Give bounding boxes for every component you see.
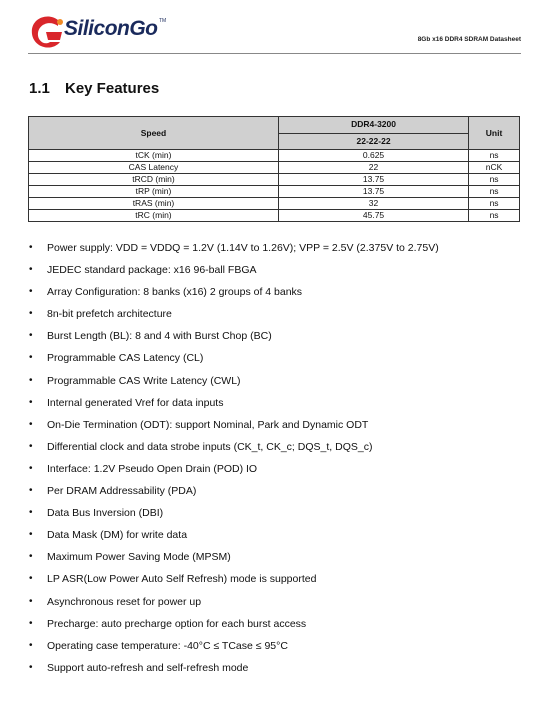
bullet-icon: • — [29, 529, 33, 541]
table-row — [29, 210, 520, 222]
list-item — [29, 568, 439, 590]
list-item — [29, 613, 439, 635]
list-item — [29, 259, 439, 281]
list-item — [29, 635, 439, 657]
silicongo-swirl-icon — [28, 14, 68, 52]
bullet-icon: • — [29, 440, 33, 452]
list-item — [29, 546, 439, 568]
feature-text: Asynchronous reset for power up — [47, 595, 202, 608]
bullet-icon: • — [29, 485, 33, 497]
feature-text: LP ASR(Low Power Auto Self Refresh) mode is supported — [47, 573, 317, 586]
bullet-icon: • — [29, 308, 33, 320]
bullet-icon: • — [29, 330, 33, 342]
feature-text: Maximum Power Saving Mode (MPSM) — [47, 551, 231, 564]
feature-text: Interface: 1.2V Pseudo Open Drain (POD) IO — [47, 462, 258, 475]
speed-grade-timing: 22-22-22 — [356, 135, 391, 146]
feature-text: Burst Length (BL): 8 and 4 with Burst Chop (BC) — [47, 330, 272, 343]
page-header — [0, 0, 537, 60]
list-item — [29, 281, 439, 303]
feature-text: Data Bus Inversion (DBI) — [47, 507, 164, 520]
feature-text: Data Mask (DM) for write data — [47, 529, 188, 542]
section-heading — [29, 80, 159, 97]
bullet-icon: • — [29, 264, 33, 276]
cell-value: 0.625 — [278, 150, 468, 162]
cell-param: tRAS (min) — [29, 198, 279, 210]
cell-value: 32 — [278, 198, 468, 210]
section-title-text: Key Features — [65, 80, 160, 97]
feature-text: Programmable CAS Latency (CL) — [47, 352, 204, 365]
feature-text: Operating case temperature: -40°C ≤ TCase ≤ 95°C — [47, 639, 288, 652]
bullet-icon: • — [29, 418, 33, 430]
cell-param: tCK (min) — [29, 150, 279, 162]
bullet-icon: • — [29, 595, 33, 607]
cell-param: tRC (min) — [29, 210, 279, 222]
feature-text: Power supply: VDD = VDDQ = 1.2V (1.14V to 1.26V); VPP = 2.5V (2.375V to 2.75V) — [47, 242, 439, 254]
list-item — [29, 237, 439, 259]
bullet-icon: • — [29, 661, 33, 673]
trademark-mark: TM — [159, 18, 167, 24]
list-item — [29, 591, 439, 613]
list-item — [29, 370, 439, 392]
key-timing-table — [28, 116, 520, 222]
list-item — [29, 657, 439, 679]
bullet-icon: • — [29, 551, 33, 563]
header-divider — [28, 53, 521, 54]
list-item — [29, 524, 439, 546]
silicongo-logo — [28, 14, 178, 52]
cell-value: 22 — [278, 162, 468, 174]
feature-text: Precharge: auto precharge option for each burst access — [47, 617, 307, 630]
feature-text: On-Die Termination (ODT): support Nominal, Park and Dynamic ODT — [47, 418, 369, 431]
bullet-icon: • — [29, 573, 33, 585]
feature-text: Differential clock and data strobe inputs (CK_t, CK_c; DQS_t, DQS_c) — [47, 440, 373, 453]
bullet-icon: • — [29, 396, 33, 408]
cell-value: 45.75 — [278, 210, 468, 222]
speed-grade-timing-header — [278, 133, 468, 150]
table-row — [29, 174, 520, 186]
list-item — [29, 392, 439, 414]
speed-grade-header — [278, 117, 468, 134]
list-item — [29, 347, 439, 369]
list-item — [29, 436, 439, 458]
cell-value: 13.75 — [278, 174, 468, 186]
cell-unit: ns — [469, 186, 520, 198]
bullet-icon: • — [29, 617, 33, 629]
cell-unit: ns — [469, 150, 520, 162]
cell-unit: nCK — [469, 162, 520, 174]
document-title: 8Gb x16 DDR4 SDRAM Datasheet — [417, 36, 521, 43]
cell-value: 13.75 — [278, 186, 468, 198]
timing-table-body — [29, 150, 520, 222]
bullet-icon: • — [29, 242, 33, 253]
bullet-icon: • — [29, 286, 33, 298]
table-row — [29, 186, 520, 198]
cell-param: tRCD (min) — [29, 174, 279, 186]
cell-unit: ns — [469, 210, 520, 222]
speed-header: Speed — [29, 117, 279, 150]
feature-text: Internal generated Vref for data inputs — [47, 396, 224, 409]
cell-param: CAS Latency — [29, 162, 279, 174]
list-item — [29, 325, 439, 347]
bullet-icon: • — [29, 374, 33, 386]
list-item — [29, 303, 439, 325]
cell-unit: ns — [469, 174, 520, 186]
cell-unit: ns — [469, 198, 520, 210]
speed-grade-name: DDR4-3200 — [351, 119, 396, 130]
table-row — [29, 198, 520, 210]
list-item — [29, 480, 439, 502]
feature-text: Per DRAM Addressability (PDA) — [47, 485, 197, 498]
table-row — [29, 162, 520, 174]
table-row — [29, 150, 520, 162]
feature-text: Programmable CAS Write Latency (CWL) — [47, 374, 241, 387]
bullet-icon: • — [29, 639, 33, 651]
list-item — [29, 502, 439, 524]
feature-text: JEDEC standard package: x16 96-ball FBGA — [47, 264, 257, 277]
bullet-icon: • — [29, 352, 33, 364]
bullet-icon: • — [29, 507, 33, 519]
logo-wordmark: SiliconGo — [64, 17, 158, 40]
feature-text: Array Configuration: 8 banks (x16) 2 groups of 4 banks — [47, 286, 303, 299]
feature-text: Support auto-refresh and self-refresh mode — [47, 661, 249, 674]
unit-header: Unit — [469, 117, 520, 150]
key-features-list — [29, 237, 439, 679]
list-item — [29, 414, 439, 436]
cell-param: tRP (min) — [29, 186, 279, 198]
bullet-icon: • — [29, 462, 33, 474]
list-item — [29, 458, 439, 480]
feature-text: 8n-bit prefetch architecture — [47, 308, 172, 321]
section-number: 1.1 — [29, 80, 50, 97]
